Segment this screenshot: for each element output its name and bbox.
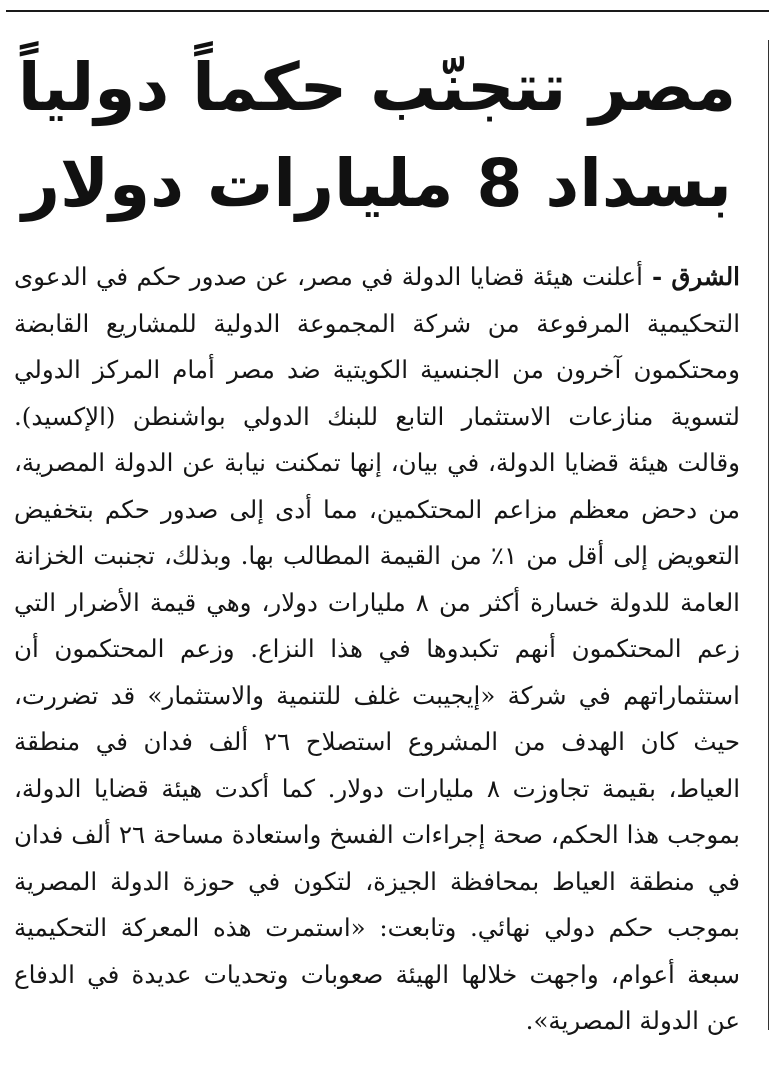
article-body-text: أعلنت هيئة قضايا الدولة في مصر، عن صدور حكم في الدعوى التحكيمية المرفوعة من شركة المجموعة الدولية للمشاريع القابضة ومحتكمون آخرون من الجنسية الكويتية ضد مصر أمام المركز الدولي لتسوية منازعات الاستثمار التابع للبنك الدولي بواشنطن (الإكسيد). وقالت هيئة قضايا الدولة، في بيان، إنها تمكنت نيابة عن الدولة المصرية، من دحض معظم مزاعم المحتكمين، مما أدى إلى صدور حكم بتخفيض التعويض إلى أقل من ١٪ من القيمة المطالب بها. وبذلك، تجنبت الخزانة العامة للدولة خسارة أكثر من ٨ مليارات دولار، وهي قيمة الأضرار التي زعم المحتكمون أنهم تكبدوها في هذا النزاع. وزعم المحتكمون أن استثماراتهم في شركة «إيجيبت غلف للتنمية والاستثمار» قد تضررت، حيث كان الهدف من المشروع استصلاح ٢٦ ألف فدان في منطقة العياط، بقيمة تجاوزت ٨ مليارات دولار. كما أكدت هيئة قضايا الدولة، بموجب هذا الحكم، صحة إجراءات الفسخ واستعادة مساحة ٢٦ ألف فدان في منطقة العياط بمحافظة الجيزة، لتكون في حوزة الدولة المصرية بموجب حكم دولي نهائي. وتابعت: «استمرت هذه المعركة التحكيمية سبعة أعوام، واجهت خلالها الهيئة صعوبات وتحديات عديدة في الدفاع عن الدولة المصرية». xyxy=(14,262,740,1035)
column-divider xyxy=(768,40,769,1030)
article-body xyxy=(14,254,740,1045)
headline-line-1: مصر تتجنّب حكماً دولياً xyxy=(17,49,737,126)
news-article xyxy=(14,40,740,1045)
article-dateline: الشرق - xyxy=(642,262,740,291)
top-rule xyxy=(6,10,769,12)
headline-line-2: بسداد 8 مليارات دولار xyxy=(22,145,732,222)
article-headline xyxy=(14,40,740,232)
